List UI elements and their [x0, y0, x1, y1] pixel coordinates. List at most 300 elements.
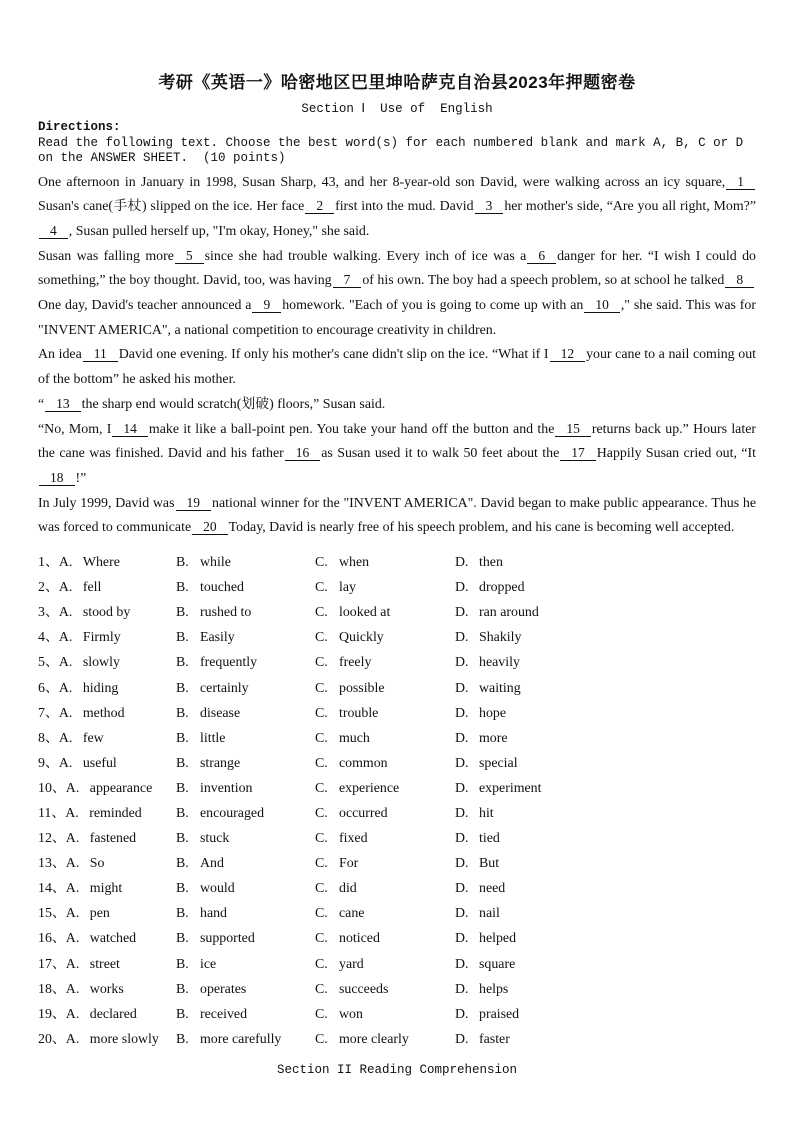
option-text: disease — [200, 705, 241, 721]
option-letter: D. — [455, 805, 469, 821]
option-text: waiting — [479, 680, 521, 696]
option-letter: D. — [455, 831, 469, 847]
question-number: 18、 — [38, 981, 66, 997]
option-letter: B. — [176, 730, 189, 746]
option-row — [38, 751, 756, 776]
option-letter: D. — [455, 1031, 469, 1047]
option-letter: C. — [315, 655, 328, 671]
option-letter: B. — [176, 580, 189, 596]
option-letter: C. — [315, 580, 328, 596]
option-row — [38, 600, 756, 625]
option-letter: C. — [315, 881, 328, 897]
option-choice — [38, 550, 176, 575]
cloze-blank: 1 — [726, 174, 755, 190]
question-number: 2、 — [38, 580, 59, 596]
option-text: Easily — [200, 630, 235, 646]
option-text: ran around — [479, 605, 539, 621]
option-letter: D. — [455, 555, 469, 571]
option-text: helps — [479, 981, 509, 997]
option-letter: A. — [65, 906, 80, 922]
option-choice — [176, 726, 315, 751]
option-letter: A. — [65, 981, 80, 997]
option-letter: A. — [58, 680, 73, 696]
option-text: square — [479, 956, 516, 972]
paragraph: Susan was falling more 5 since she had trouble walking. Every inch of ice was a 6 danger for her. “I wish I could do something,” the boy thought. David, too, was having 7 of his own. The boy had a speech problem, so at school he talked 8 — [38, 247, 756, 289]
option-choice — [38, 952, 176, 977]
option-text: fastened — [89, 831, 137, 847]
cloze-blank: 7 — [333, 272, 362, 288]
option-letter: D. — [455, 605, 469, 621]
question-number: 17、 — [38, 956, 66, 972]
option-text: cane — [339, 906, 365, 922]
option-letter: A. — [65, 780, 80, 796]
option-text: occurred — [339, 805, 388, 821]
option-choice — [315, 977, 455, 1002]
option-letter: B. — [176, 705, 189, 721]
option-text: Firmly — [82, 630, 121, 646]
option-letter: A. — [58, 755, 73, 771]
option-choice — [455, 1027, 756, 1052]
option-choice — [455, 650, 756, 675]
option-letter: C. — [315, 680, 328, 696]
option-text: fell — [82, 580, 102, 596]
option-choice — [315, 801, 455, 826]
option-choice — [315, 1002, 455, 1027]
option-letter: D. — [455, 956, 469, 972]
option-letter: C. — [315, 906, 328, 922]
option-text: hit — [479, 805, 494, 821]
option-row — [38, 826, 756, 851]
question-number: 20、 — [38, 1031, 66, 1047]
question-number: 10、 — [38, 780, 66, 796]
option-text: hand — [200, 906, 228, 922]
option-choice — [176, 901, 315, 926]
question-number: 6、 — [38, 680, 59, 696]
option-text: little — [200, 730, 226, 746]
option-choice — [455, 826, 756, 851]
option-text: won — [339, 1006, 363, 1022]
option-text: appearance — [89, 780, 153, 796]
paragraph: In July 1999, David was 19 national winner for the "INVENT AMERICA". David began to make public appearance. Thus he was forced to communicate 20 Today, David is nearly free of his speech problem, and his cane is becoming well accepted. — [38, 494, 757, 536]
option-choice — [176, 575, 315, 600]
option-row — [38, 926, 756, 951]
option-choice — [38, 701, 176, 726]
option-text: Quickly — [339, 630, 384, 646]
option-letter: B. — [176, 680, 189, 696]
option-text: more slowly — [89, 1031, 159, 1047]
cloze-blank: 17 — [560, 445, 596, 461]
option-text: stuck — [200, 831, 230, 847]
option-choice — [176, 751, 315, 776]
question-number: 19、 — [38, 1006, 66, 1022]
option-text: then — [479, 555, 503, 571]
option-choice — [176, 776, 315, 801]
option-row — [38, 901, 756, 926]
option-text: helped — [479, 931, 517, 947]
paragraph: “ 13 the sharp end would scratch(划破) floors,” Susan said. — [38, 395, 386, 412]
option-choice — [455, 600, 756, 625]
option-letter: A. — [58, 705, 73, 721]
directions-text: Read the following text. Choose the best word(s) for each numbered blank and mark A, B, C or D on the ANSWER SHEET. (10 points) — [38, 135, 751, 165]
option-letter: B. — [176, 630, 189, 646]
cloze-blank: 3 — [475, 198, 504, 214]
option-choice — [315, 901, 455, 926]
option-letter: C. — [315, 630, 328, 646]
paragraph: An idea 11 David one evening. If only his mother's cane didn't slip on the ice. “What if I 12 your cane to a nail coming out of the bottom” he asked his mother. — [38, 346, 756, 388]
option-text: useful — [82, 755, 117, 771]
option-letter: B. — [176, 856, 189, 872]
option-row — [38, 776, 756, 801]
option-text: stood by — [82, 605, 131, 621]
option-text: heavily — [479, 655, 520, 671]
option-text: much — [339, 730, 370, 746]
option-row — [38, 1027, 756, 1052]
option-letter: A. — [65, 805, 79, 821]
question-number: 9、 — [38, 755, 59, 771]
cloze-blank: 2 — [305, 198, 334, 214]
option-text: watched — [89, 931, 137, 947]
option-text: while — [200, 555, 231, 571]
option-choice — [315, 1027, 455, 1052]
option-letter: B. — [176, 805, 189, 821]
option-text: possible — [339, 680, 385, 696]
option-letter: D. — [455, 856, 469, 872]
question-number: 16、 — [38, 931, 66, 947]
option-text: ice — [200, 956, 217, 972]
option-letter: B. — [176, 956, 189, 972]
option-letter: B. — [176, 831, 189, 847]
option-choice — [455, 676, 756, 701]
option-letter: C. — [315, 956, 328, 972]
option-choice — [315, 600, 455, 625]
option-choice — [315, 952, 455, 977]
option-letter: B. — [176, 931, 189, 947]
option-choice — [38, 776, 176, 801]
option-choice — [176, 650, 315, 675]
option-letter: A. — [65, 956, 80, 972]
option-text: praised — [479, 1006, 520, 1022]
option-choice — [455, 726, 756, 751]
option-row — [38, 952, 756, 977]
cloze-blank: 20 — [192, 519, 228, 535]
option-choice — [315, 701, 455, 726]
option-text: invention — [200, 780, 253, 796]
option-text: And — [200, 856, 224, 872]
option-row — [38, 851, 756, 876]
question-number: 5、 — [38, 655, 59, 671]
option-letter: D. — [455, 680, 469, 696]
option-text: encouraged — [200, 805, 265, 821]
option-letter: A. — [58, 630, 73, 646]
option-text: more — [479, 730, 508, 746]
option-choice — [315, 851, 455, 876]
option-text: pen — [89, 906, 110, 922]
option-choice — [455, 575, 756, 600]
option-text: dropped — [479, 580, 525, 596]
option-choice — [455, 1002, 756, 1027]
option-choice — [455, 550, 756, 575]
cloze-blank: 18 — [39, 470, 75, 486]
option-choice — [315, 926, 455, 951]
option-text: But — [479, 856, 500, 872]
option-choice — [315, 625, 455, 650]
option-row — [38, 650, 756, 675]
option-letter: D. — [455, 780, 469, 796]
option-choice — [176, 600, 315, 625]
option-letter: A. — [58, 605, 73, 621]
option-letter: D. — [455, 906, 469, 922]
cloze-blank: 9 — [252, 297, 281, 313]
option-text: touched — [200, 580, 244, 596]
option-letter: A. — [58, 655, 73, 671]
option-row — [38, 550, 756, 575]
option-row — [38, 977, 756, 1002]
option-choice — [315, 751, 455, 776]
option-text: declared — [89, 1006, 137, 1022]
question-number: 13、 — [38, 856, 66, 872]
option-text: rushed to — [200, 605, 252, 621]
directions — [38, 120, 756, 167]
option-choice — [455, 876, 756, 901]
cloze-blank: 15 — [555, 421, 591, 437]
option-text: when — [339, 555, 370, 571]
option-choice — [38, 726, 176, 751]
option-choice — [38, 575, 176, 600]
option-letter: C. — [315, 555, 328, 571]
option-text: Where — [82, 555, 120, 571]
option-letter: B. — [176, 1031, 189, 1047]
option-choice — [315, 575, 455, 600]
option-text: slowly — [82, 655, 120, 671]
option-letter: D. — [455, 931, 469, 947]
option-text: certainly — [200, 680, 249, 696]
option-letter: A. — [58, 730, 73, 746]
options-table — [38, 550, 756, 1052]
cloze-blank: 16 — [285, 445, 321, 461]
option-text: did — [339, 881, 357, 897]
option-choice — [176, 1002, 315, 1027]
option-letter: B. — [176, 906, 189, 922]
option-choice — [176, 952, 315, 977]
option-choice — [176, 625, 315, 650]
option-letter: C. — [315, 931, 328, 947]
option-choice — [38, 826, 176, 851]
option-letter: C. — [315, 981, 328, 997]
option-choice — [176, 701, 315, 726]
option-text: tied — [479, 831, 500, 847]
option-letter: C. — [315, 755, 328, 771]
page-title: 考研《英语一》哈密地区巴里坤哈萨克自治县2023年押题密卷 — [158, 73, 636, 92]
option-choice — [315, 550, 455, 575]
option-letter: D. — [455, 881, 469, 897]
paragraph: One day, David's teacher announced a 9 homework. "Each of you is going to come up with an 10 ," she said. This was for "INVENT AMERICA", a national competition to encourage creativity in children. — [38, 297, 756, 338]
option-choice — [38, 801, 176, 826]
option-choice — [38, 625, 176, 650]
option-text: works — [89, 981, 124, 997]
section2-heading: Section II Reading Comprehension — [276, 1062, 518, 1077]
option-choice — [38, 1027, 176, 1052]
option-letter: D. — [455, 755, 469, 771]
option-text: street — [89, 956, 120, 972]
option-letter: B. — [176, 655, 189, 671]
option-text: common — [339, 755, 388, 771]
option-text: special — [479, 755, 518, 771]
paragraph: One afternoon in January in 1998, Susan Sharp, 43, and her 8-year-old son David, were walking across an icy square, 1Susan's cane(手杖) slipped on the ice. Her face 2 first into the mud. David 3 her mother's side, “Are you all right, Mom?”4 , Susan pulled herself up, "I'm okay, Honey," she said. — [38, 173, 756, 239]
option-text: frequently — [200, 655, 258, 671]
option-choice — [315, 826, 455, 851]
option-choice — [455, 776, 756, 801]
cloze-blank: 10 — [584, 297, 620, 313]
cloze-blank: 5 — [175, 248, 204, 264]
option-letter: B. — [176, 555, 189, 571]
option-choice — [176, 851, 315, 876]
cloze-blank: 4 — [39, 223, 68, 239]
option-letter: D. — [455, 1006, 469, 1022]
option-choice — [176, 826, 315, 851]
option-text: method — [82, 705, 125, 721]
option-letter: D. — [455, 730, 469, 746]
option-choice — [176, 977, 315, 1002]
option-row — [38, 701, 756, 726]
option-text: received — [200, 1006, 248, 1022]
option-choice — [176, 876, 315, 901]
option-choice — [455, 625, 756, 650]
option-choice — [176, 1027, 315, 1052]
cloze-blank: 11 — [83, 346, 118, 362]
option-letter: C. — [315, 1006, 328, 1022]
option-choice — [315, 726, 455, 751]
option-choice — [455, 952, 756, 977]
section1-heading: Section Ⅰ Use of English — [301, 102, 493, 116]
option-choice — [38, 676, 176, 701]
option-choice — [455, 801, 756, 826]
question-number: 15、 — [38, 906, 66, 922]
option-text: lay — [339, 580, 356, 596]
option-choice — [455, 901, 756, 926]
option-letter: B. — [176, 1006, 189, 1022]
option-text: reminded — [89, 805, 142, 821]
question-number: 7、 — [38, 705, 59, 721]
option-choice — [38, 751, 176, 776]
cloze-blank: 14 — [112, 421, 148, 437]
option-choice — [38, 926, 176, 951]
option-text: freely — [339, 655, 372, 671]
question-number: 8、 — [38, 730, 59, 746]
option-choice — [315, 676, 455, 701]
question-number: 14、 — [38, 881, 66, 897]
option-letter: C. — [315, 856, 328, 872]
option-row — [38, 876, 756, 901]
option-text: yard — [339, 956, 364, 972]
option-letter: D. — [455, 580, 469, 596]
directions-label: Directions: — [38, 120, 121, 134]
option-choice — [315, 776, 455, 801]
option-choice — [38, 977, 176, 1002]
option-letter: C. — [315, 605, 328, 621]
option-text: succeeds — [339, 981, 389, 997]
option-text: strange — [200, 755, 241, 771]
option-letter: A. — [65, 931, 80, 947]
option-text: more carefully — [200, 1031, 282, 1047]
paragraph: “No, Mom, I 14 make it like a ball-point pen. You take your hand off the button and the 15 returns back up.” Hours later the cane was finished. David and his father 16 as Susan used it to walk 50 feet about the 17 Happily Susan cried out, “It18 !” — [38, 420, 756, 486]
option-row — [38, 726, 756, 751]
option-choice — [455, 851, 756, 876]
option-row — [38, 625, 756, 650]
option-letter: C. — [315, 780, 328, 796]
cloze-blank: 6 — [527, 248, 556, 264]
option-text: noticed — [339, 931, 380, 947]
question-number: 3、 — [38, 605, 59, 621]
option-letter: B. — [176, 981, 189, 997]
option-letter: D. — [455, 705, 469, 721]
option-choice — [315, 876, 455, 901]
option-choice — [455, 926, 756, 951]
option-letter: A. — [65, 1006, 80, 1022]
option-text: supported — [200, 931, 255, 947]
cloze-blank: 12 — [550, 346, 586, 362]
option-choice — [455, 751, 756, 776]
option-letter: D. — [455, 981, 469, 997]
option-row — [38, 801, 756, 826]
option-choice — [176, 926, 315, 951]
option-text: more clearly — [339, 1031, 409, 1047]
option-text: looked at — [339, 605, 391, 621]
option-letter: B. — [176, 755, 189, 771]
option-letter: A. — [65, 1031, 80, 1047]
option-text: experiment — [479, 780, 542, 796]
option-letter: C. — [315, 730, 328, 746]
option-text: For — [339, 856, 359, 872]
option-letter: A. — [58, 555, 73, 571]
question-number: 4、 — [38, 630, 59, 646]
question-number: 11、 — [38, 805, 66, 821]
option-text: operates — [200, 981, 247, 997]
option-choice — [176, 801, 315, 826]
option-letter: C. — [315, 805, 328, 821]
option-text: faster — [479, 1031, 510, 1047]
option-letter: C. — [315, 1031, 328, 1047]
option-row — [38, 575, 756, 600]
cloze-blank: 8 — [725, 272, 754, 288]
option-text: would — [200, 881, 235, 897]
option-row — [38, 1002, 756, 1027]
option-text: Shakily — [479, 630, 522, 646]
question-number: 1、 — [38, 555, 59, 571]
option-letter: C. — [315, 831, 328, 847]
option-choice — [176, 676, 315, 701]
option-choice — [315, 650, 455, 675]
option-text: few — [82, 730, 104, 746]
option-text: nail — [479, 906, 500, 922]
option-letter: B. — [176, 780, 189, 796]
option-choice — [38, 876, 176, 901]
option-letter: D. — [455, 655, 469, 671]
option-text: experience — [339, 780, 400, 796]
option-text: hope — [479, 705, 507, 721]
option-text: need — [479, 881, 506, 897]
option-letter: C. — [315, 705, 328, 721]
option-choice — [455, 701, 756, 726]
option-letter: A. — [58, 580, 73, 596]
option-text: trouble — [339, 705, 379, 721]
option-text: hiding — [82, 680, 119, 696]
passage — [38, 171, 756, 542]
option-letter: D. — [455, 630, 469, 646]
question-number: 12、 — [38, 831, 66, 847]
option-text: might — [89, 881, 123, 897]
option-choice — [38, 1002, 176, 1027]
option-row — [38, 676, 756, 701]
